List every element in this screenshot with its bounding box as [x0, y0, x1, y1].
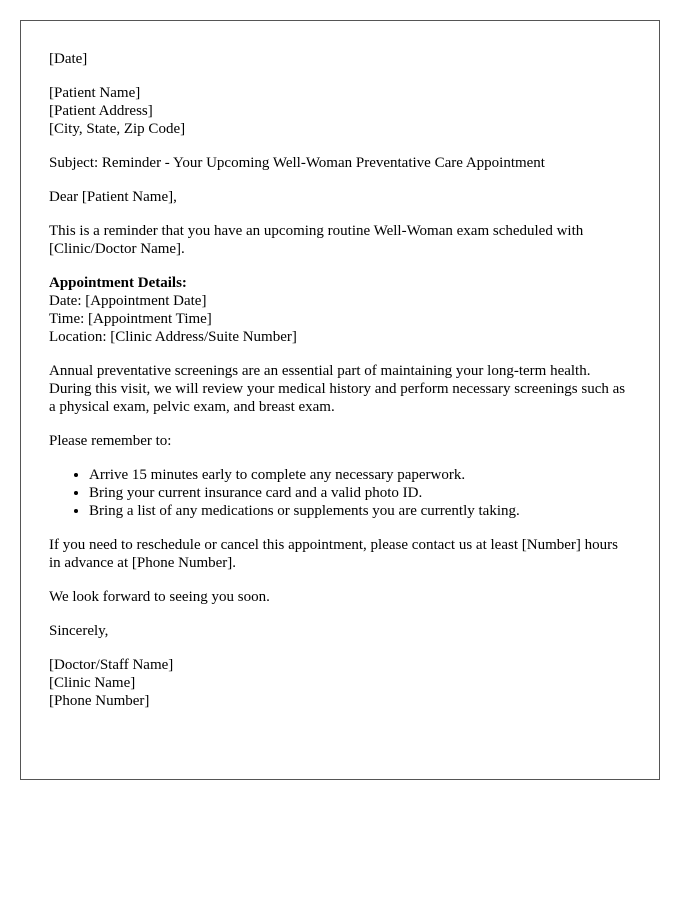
appointment-location: Location: [Clinic Address/Suite Number] — [49, 329, 297, 345]
list-item: • Bring a list of any medications or supplements you are currently taking. — [89, 502, 631, 520]
appointment-details-heading: Appointment Details: — [49, 275, 187, 291]
list-item: • Arrive 15 minutes early to complete any necessary paperwork. — [89, 466, 631, 484]
recipient-name: [Patient Name] — [49, 85, 141, 101]
signature-clinic-name: [Clinic Name] — [49, 675, 136, 691]
signature-staff-name: [Doctor/Staff Name] — [49, 657, 174, 673]
signoff: Sincerely, — [49, 623, 109, 639]
list-item: • Bring your current insurance card and a valid photo ID. — [89, 484, 631, 502]
closing-line: We look forward to seeing you soon. — [49, 589, 270, 605]
recipient-address: [Patient Address] — [49, 103, 153, 119]
intro-paragraph: This is a reminder that you have an upcoming routine Well-Woman exam scheduled with [Clinic/Doctor Name]. — [49, 223, 584, 257]
reminder-intro: Please remember to: — [49, 433, 172, 449]
recipient-city-state-zip: [City, State, Zip Code] — [49, 121, 186, 137]
signature-block — [49, 656, 631, 710]
screenings-paragraph: Annual preventative screenings are an essential part of maintaining your long-term health. During this visit, we will review your medical history and perform necessary screenings such as a physical exam, pelvic exam, and breast exam. — [49, 363, 626, 415]
appointment-time: Time: [Appointment Time] — [49, 311, 212, 327]
signature-phone: [Phone Number] — [49, 693, 150, 709]
recipient-block — [49, 84, 631, 138]
salutation: Dear [Patient Name], — [49, 189, 177, 205]
letter-date: [Date] — [49, 51, 88, 67]
letter-page — [20, 20, 660, 780]
reschedule-paragraph: If you need to reschedule or cancel this appointment, please contact us at least [Number] hours in advance at [Phone Number]. — [49, 537, 618, 571]
appointment-date: Date: [Appointment Date] — [49, 293, 207, 309]
subject-line: Subject: Reminder - Your Upcoming Well-Woman Preventative Care Appointment — [49, 155, 545, 171]
appointment-details — [49, 274, 631, 346]
reminder-list — [49, 466, 631, 520]
